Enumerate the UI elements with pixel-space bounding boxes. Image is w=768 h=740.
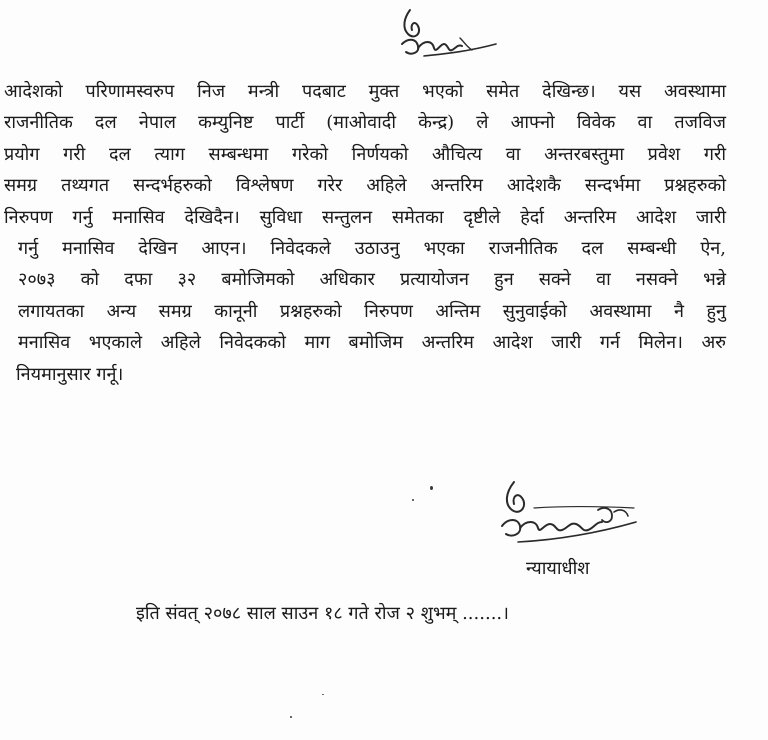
text-line: राजनीतिक दल नेपाल कम्युनिष्ट पार्टी (माओवादी केन्द्र) ले आफ्नो विवेक वा तजविज (4, 112, 726, 134)
text-line: नियमानुसार गर्नू। (16, 363, 124, 385)
text-line: निरुपण गर्नु मनासिव देखिदैन। सुविधा सन्तुलन समेतका दृष्टीले हेर्दा अन्तरिम आदेश जारी (4, 206, 726, 228)
scan-speck (412, 499, 414, 501)
body-paragraph (4, 76, 726, 390)
text-line: समग्र तथ्यगत सन्दर्भहरुको विश्लेषण गरेर अहिले अन्तरिम आदेशकै सन्दर्भमा प्रश्नहरुको (4, 175, 726, 197)
text-line: मनासिव भएकाले अहिले निवेदकको माग बमोजिम अन्तरिम आदेश जारी गर्न मिलेन। अरु (18, 332, 726, 354)
text-line: प्रयोग गरी दल त्याग सम्बन्धमा गरेको निर्णयको औचित्य वा अन्तरबस्तुमा प्रवेश गरी (4, 143, 726, 165)
text-line: २०७३ को दफा ३२ बमोजिमको अधिकार प्रत्यायोजन हुन सक्ने वा नसक्ने भन्ने (18, 269, 726, 291)
scan-speck (290, 716, 292, 718)
signature-judge (494, 478, 640, 554)
date-line: इति संवत् २०७८ साल साउन १८ गते रोज २ शुभम् .......। (136, 603, 509, 624)
text-line: लगायतका अन्य समग्र कानूनी प्रश्नहरुको निरुपण अन्तिम सुनुवाईको अवस्थामा नै हुनु (18, 300, 726, 322)
signature-top (388, 4, 500, 70)
text-line: आदेशको परिणामस्वरुप निज मन्त्री पदबाट मुक्त भएको समेत देखिन्छ। यस अवस्थामा (4, 81, 726, 102)
signatory-title: न्यायाधीश (526, 558, 590, 579)
scan-speck (322, 694, 324, 695)
scan-speck (430, 486, 433, 490)
text-line: गर्नु मनासिव देखिन आएन। निवेदकले उठाउनु भएका राजनीतिक दल सम्बन्धी ऐन, (18, 238, 726, 260)
